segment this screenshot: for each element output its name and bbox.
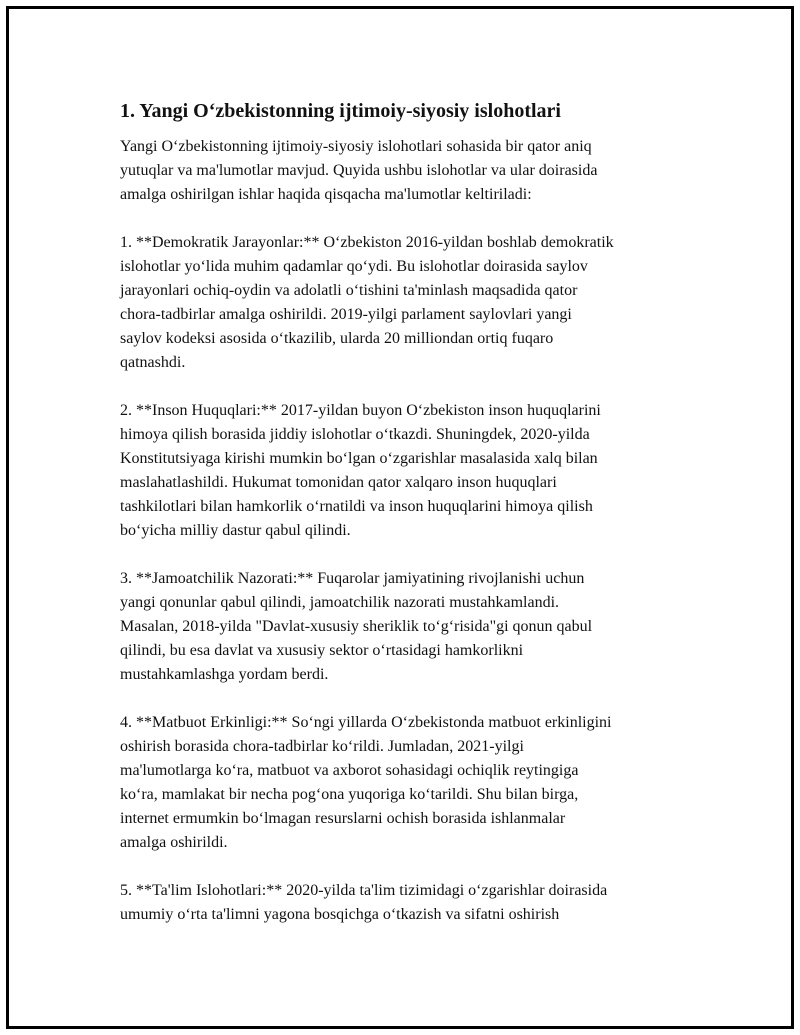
text-line: qatnashdi. [120, 354, 186, 371]
text-line: oshirish borasida chora-tadbirlar ko‘rildi. Jumladan, 2021-yilgi [120, 738, 524, 755]
text-line: ko‘ra, mamlakat bir necha pog‘ona yuqoriga ko‘tarildi. Shu bilan birga, [120, 786, 579, 803]
paragraph-talim-islohotlari [120, 879, 700, 927]
text-line: himoya qilish borasida jiddiy islohotlar o‘tkazdi. Shuningdek, 2020-yilda [120, 426, 590, 443]
text-line: Yangi O‘zbekistonning ijtimoiy-siyosiy islohotlari sohasida bir qator aniq [120, 138, 592, 155]
text-line: tashkilotlari bilan hamkorlik o‘rnatildi va inson huquqlarini himoya qilish [120, 498, 593, 515]
text-line: jarayonlari ochiq-oydin va adolatli o‘tishini ta'minlash maqsadida qator [120, 282, 578, 299]
text-line: 5. **Ta'lim Islohotlari:** 2020-yilda ta'lim tizimidagi o‘zgarishlar doirasida [120, 882, 608, 899]
text-line: maslahatlashildi. Hukumat tomonidan qator xalqaro inson huquqlari [120, 474, 557, 491]
intro-paragraph [120, 135, 700, 207]
text-line: bo‘yicha milliy dastur qabul qilindi. [120, 522, 351, 539]
document-body [120, 97, 700, 951]
text-line: mustahkamlashga yordam berdi. [120, 666, 329, 683]
text-line: saylov kodeksi asosida o‘tkazilib, ularda 20 milliondan ortiq fuqaro [120, 330, 554, 347]
text-line: umumiy o‘rta ta'limni yagona bosqichga o‘tkazish va sifatni oshirish [120, 906, 560, 923]
text-line: amalga oshirilgan ishlar haqida qisqacha ma'lumotlar keltiriladi: [120, 186, 532, 203]
text-line: islohotlar yo‘lida muhim qadamlar qo‘ydi. Bu islohotlar doirasida saylov [120, 258, 588, 275]
text-line: Masalan, 2018-yilda "Davlat-xususiy sheriklik to‘g‘risida"gi qonun qabul [120, 618, 593, 635]
page-frame [6, 6, 794, 1029]
paragraph-demokratik-jarayonlar [120, 231, 700, 375]
text-line: yutuqlar va ma'lumotlar mavjud. Quyida ushbu islohotlar va ular doirasida [120, 162, 598, 179]
paragraph-matbuot-erkinligi [120, 711, 700, 855]
text-line: yangi qonunlar qabul qilindi, jamoatchilik nazorati mustahkamlandi. [120, 594, 560, 611]
text-line: 4. **Matbuot Erkinligi:** So‘ngi yillarda O‘zbekistonda matbuot erkinligini [120, 714, 612, 731]
paragraph-inson-huquqlari [120, 399, 700, 543]
text-line: 3. **Jamoatchilik Nazorati:** Fuqarolar jamiyatining rivojlanishi uchun [120, 570, 585, 587]
text-line: amalga oshirildi. [120, 834, 228, 851]
text-line: Konstitutsiyaga kirishi mumkin bo‘lgan o‘zgarishlar masalasida xalq bilan [120, 450, 598, 467]
section-heading: 1. Yangi O‘zbekistonning ijtimoiy-siyosiy islohotlari [120, 100, 561, 122]
text-line: ma'lumotlarga ko‘ra, matbuot va axborot sohasidagi ochiqlik reytingiga [120, 762, 579, 779]
text-line: chora-tadbirlar amalga oshirildi. 2019-yilgi parlament saylovlari yangi [120, 306, 572, 323]
text-line: 2. **Inson Huquqlari:** 2017-yildan buyon O‘zbekiston inson huquqlarini [120, 402, 601, 419]
paragraph-jamoatchilik-nazorati [120, 567, 700, 687]
text-line: 1. **Demokratik Jarayonlar:** O‘zbekiston 2016-yildan boshlab demokratik [120, 234, 614, 251]
text-line: internet ermumkin bo‘lmagan resurslarni ochish borasida ishlanmalar [120, 810, 566, 827]
text-line: qilindi, bu esa davlat va xususiy sektor o‘rtasidagi hamkorlikni [120, 642, 524, 659]
